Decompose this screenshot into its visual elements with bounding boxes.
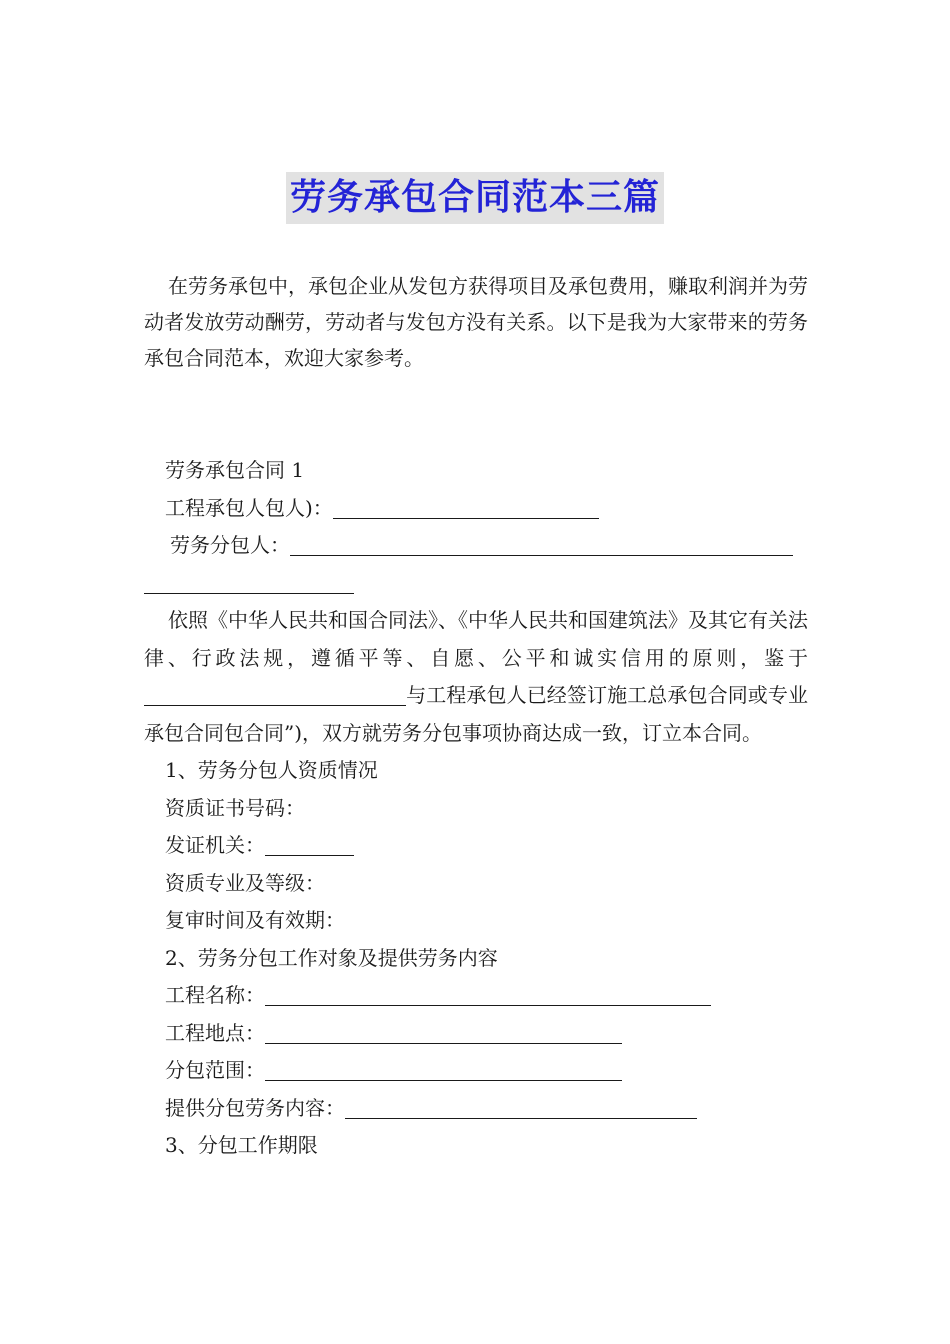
scope-line — [144, 1052, 808, 1090]
qualification-label: 资质专业及等级： — [165, 870, 325, 895]
project-location-line — [144, 1015, 808, 1053]
review-line — [144, 902, 808, 940]
contract-body — [144, 452, 808, 1165]
basis-text-after: 与工程承包人已经签订施工总承包合同或专业承包合同包合同”)，双方就劳务分包事项协商达成一致，订立本合同。 — [144, 683, 808, 745]
section-2-heading — [144, 940, 808, 978]
issuer-line — [144, 827, 808, 865]
scope-blank — [265, 1054, 622, 1081]
section-3-heading — [144, 1127, 808, 1165]
basis-blank — [144, 679, 406, 706]
subcontractor-line — [144, 527, 808, 565]
cert-number-label: 资质证书号码： — [165, 795, 305, 820]
subcontractor-blank — [290, 529, 793, 556]
project-location-blank — [265, 1017, 622, 1044]
scope-label: 分包范围： — [165, 1058, 265, 1082]
project-location-label: 工程地点： — [165, 1020, 265, 1045]
document-title-block — [0, 172, 950, 224]
labor-content-blank — [345, 1092, 697, 1119]
project-name-blank — [265, 979, 711, 1006]
labor-content-label: 提供分包劳务内容： — [165, 1095, 345, 1120]
basis-text-before: 依照《中华人民共和国合同法》、《中华人民共和国建筑法》及其它有关法律、行政法规，遵循平等、自愿、公平和诚实信用的原则，鉴于 — [144, 608, 808, 670]
cert-number-line — [144, 790, 808, 828]
intro-paragraph: 在劳务承包中，承包企业从发包方获得项目及承包费用，赚取利润并为劳动者发放劳动酬劳，劳动者与发包方没有关系。以下是我为大家带来的劳务承包合同范本，欢迎大家参考。 — [144, 274, 808, 370]
document-title: 劳务承包合同范本三篇 — [286, 172, 664, 224]
contractor-blank — [333, 492, 599, 519]
subcontractor-blank-continued — [144, 567, 354, 594]
contractor-line — [144, 490, 808, 528]
basis-paragraph — [144, 602, 808, 752]
issuer-label: 发证机关： — [165, 833, 265, 857]
project-name-line — [144, 977, 808, 1015]
project-name-label: 工程名称： — [165, 983, 265, 1007]
section-1-text: 1、劳务分包人资质情况 — [165, 758, 378, 782]
section-2-text: 2、劳务分包工作对象及提供劳务内容 — [165, 945, 498, 970]
contract-heading — [144, 452, 808, 490]
section-1-heading — [144, 752, 808, 790]
qualification-line — [144, 865, 808, 903]
issuer-blank — [265, 829, 354, 856]
review-label: 复审时间及有效期： — [165, 908, 345, 932]
labor-content-line — [144, 1090, 808, 1128]
section-3-text: 3、分包工作期限 — [165, 1133, 318, 1157]
contract-heading-text: 劳务承包合同 1 — [165, 458, 305, 482]
subcontractor-line-continued — [144, 565, 808, 603]
contractor-label: 工程承包人包人)： — [165, 495, 333, 520]
subcontractor-label: 劳务分包人： — [170, 533, 290, 557]
